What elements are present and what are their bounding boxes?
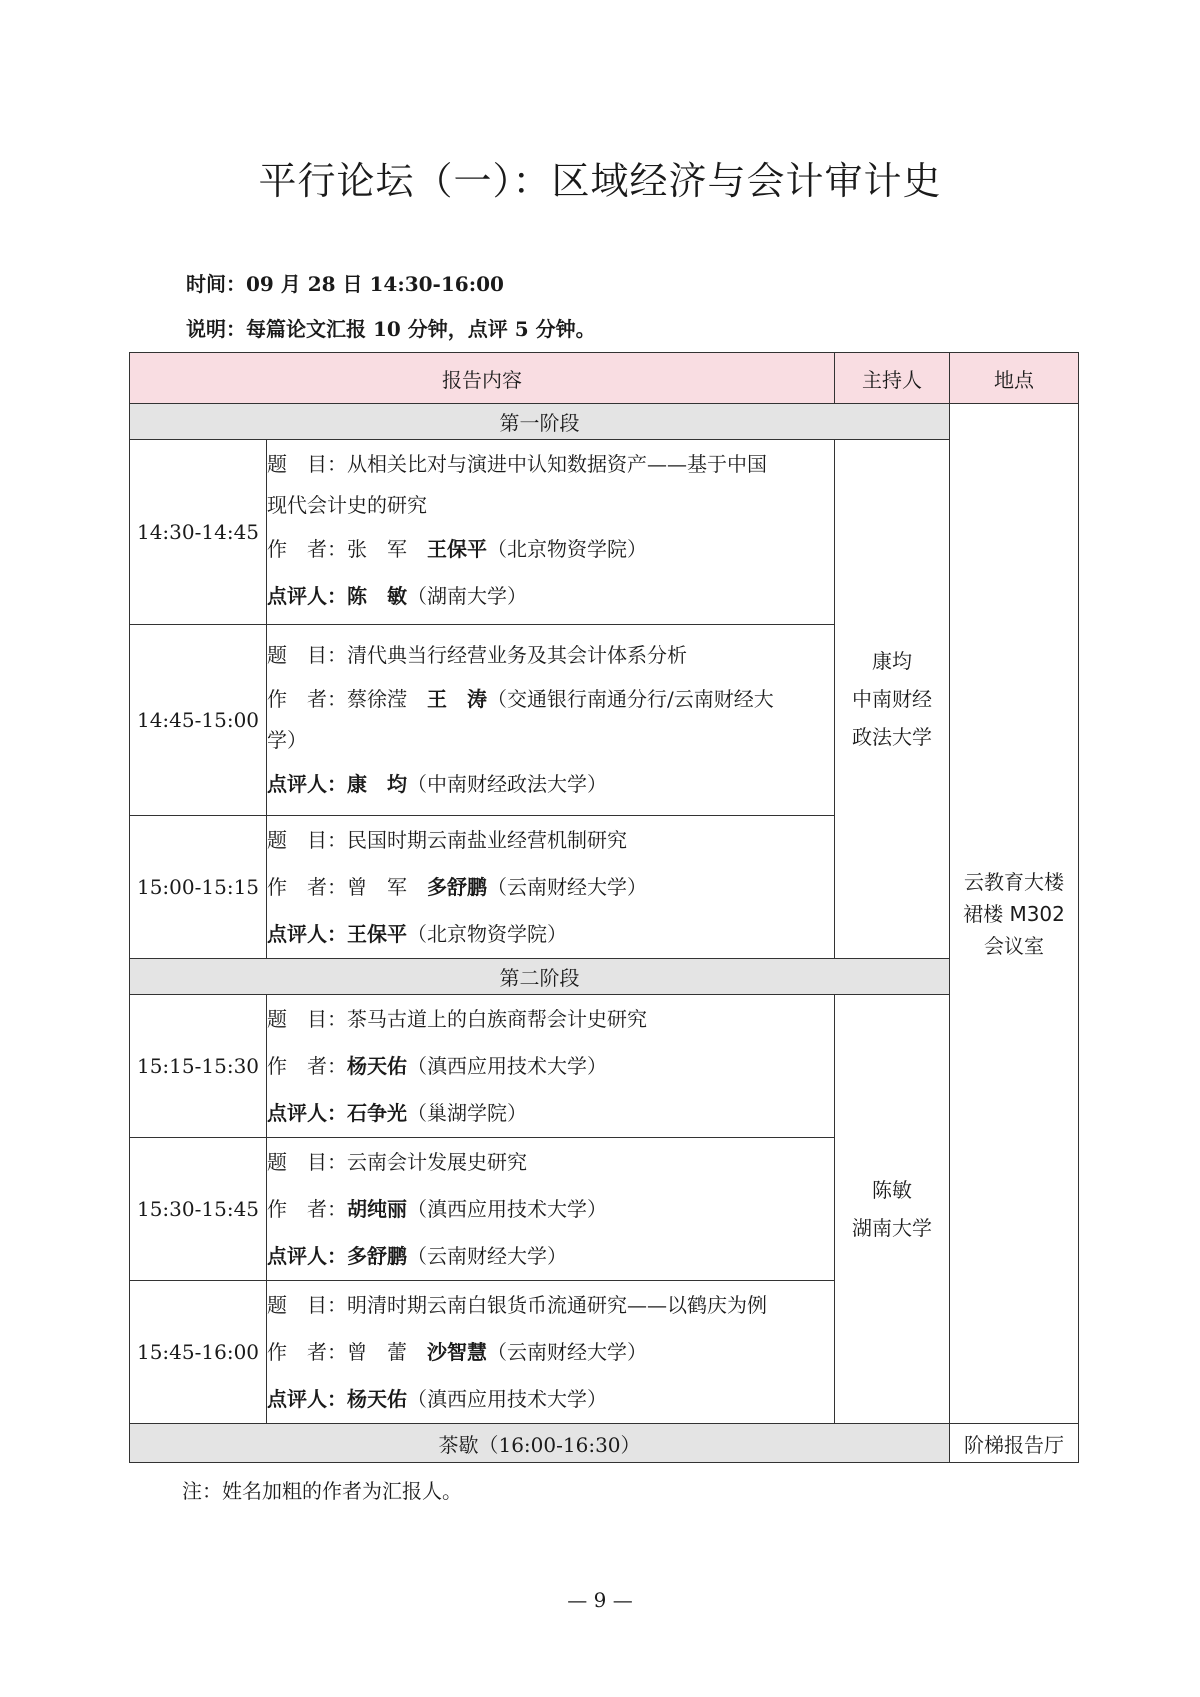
talk-author-line: 作 者：张 军 王保平（北京物资学院） [267, 537, 647, 561]
talk-author-line: 作 者：胡纯丽（滇西应用技术大学） [267, 1196, 607, 1221]
talk-content [267, 1138, 835, 1281]
talk-reviewer-line: 点评人：王保平（北京物资学院） [267, 921, 567, 946]
phase-label: 第一阶段 [130, 404, 950, 440]
schedule-table [129, 352, 1079, 1463]
schedule-time: 时间：09 月 28 日 14:30-16:00 [186, 272, 504, 296]
talk-title-line: 题 目：茶马古道上的白族商帮会计史研究 [267, 1006, 647, 1031]
talk-reviewer-line: 点评人：陈 敏（湖南大学） [267, 584, 527, 608]
talk-content [267, 995, 835, 1138]
talk-reviewer-line: 点评人：杨天佑（滇西应用技术大学） [267, 1386, 607, 1411]
talk-title-line: 题 目：明清时期云南白银货币流通研究——以鹤庆为例 [267, 1292, 767, 1317]
talk-time: 15:00-15:15 [130, 816, 267, 959]
talk-content [267, 816, 835, 959]
tea-break-label: 茶歇（16:00-16:30） [130, 1424, 950, 1463]
talk-reviewer-line: 点评人：康 均（中南财经政法大学） [267, 772, 607, 796]
phase-label: 第二阶段 [130, 959, 950, 995]
talk-time: 14:30-14:45 [130, 440, 267, 625]
talk-time: 15:15-15:30 [130, 995, 267, 1138]
phase-row-2 [130, 959, 1079, 995]
talk-title-line: 现代会计史的研究 [267, 493, 427, 517]
venue-cell [950, 404, 1079, 1424]
talk-content [267, 1281, 835, 1424]
talk-author-line: 学） [267, 728, 307, 752]
venue-line: 裙楼 M302 [963, 901, 1065, 926]
talk-reviewer-line: 点评人：石争光（巢湖学院） [267, 1100, 527, 1125]
talk-time: 14:45-15:00 [130, 625, 267, 816]
host-line: 陈敏 [872, 1178, 912, 1202]
host-line: 康均 [872, 649, 912, 673]
talk-author-line: 作 者：曾 蕾 沙智慧（云南财经大学） [267, 1339, 647, 1364]
venue-line: 云教育大楼 [964, 869, 1064, 894]
talk-content [267, 625, 835, 816]
talk-title-line: 题 目：清代典当行经营业务及其会计体系分析 [267, 643, 687, 667]
host-line: 政法大学 [852, 725, 932, 749]
talk-title-line: 题 目：从相关比对与演进中认知数据资产——基于中国 [267, 452, 767, 476]
page-title: 平行论坛（一）：区域经济与会计审计史 [258, 159, 942, 203]
host-cell [835, 995, 950, 1424]
header-host: 主持人 [835, 353, 950, 404]
talk-time: 15:30-15:45 [130, 1138, 267, 1281]
talk-time: 15:45-16:00 [130, 1281, 267, 1424]
tea-break-venue: 阶梯报告厅 [950, 1424, 1079, 1463]
table-row [130, 995, 1079, 1138]
phase-row-1 [130, 404, 1079, 440]
tea-break-row [130, 1424, 1079, 1463]
footnote: 注：姓名加粗的作者为汇报人。 [182, 1479, 462, 1503]
talk-content [267, 440, 835, 625]
header-content: 报告内容 [130, 353, 835, 404]
header-venue: 地点 [950, 353, 1079, 404]
host-line: 湖南大学 [852, 1216, 932, 1240]
venue-line: 会议室 [984, 933, 1044, 958]
talk-author-line: 作 者：蔡徐滢 王 涛（交通银行南通分行/云南财经大 [267, 687, 774, 711]
host-line: 中南财经 [852, 687, 932, 711]
page-number: — 9 — [567, 1588, 633, 1612]
table-row [130, 440, 1079, 625]
host-cell [835, 440, 950, 959]
talk-author-line: 作 者：曾 军 多舒鹏（云南财经大学） [267, 874, 647, 899]
talk-reviewer-line: 点评人：多舒鹏（云南财经大学） [267, 1243, 567, 1268]
table-header-row [130, 353, 1079, 404]
talk-title-line: 题 目：云南会计发展史研究 [267, 1149, 527, 1174]
talk-author-line: 作 者：杨天佑（滇西应用技术大学） [267, 1053, 607, 1078]
schedule-description: 说明：每篇论文汇报 10 分钟，点评 5 分钟。 [186, 317, 596, 341]
talk-title-line: 题 目：民国时期云南盐业经营机制研究 [267, 827, 627, 852]
